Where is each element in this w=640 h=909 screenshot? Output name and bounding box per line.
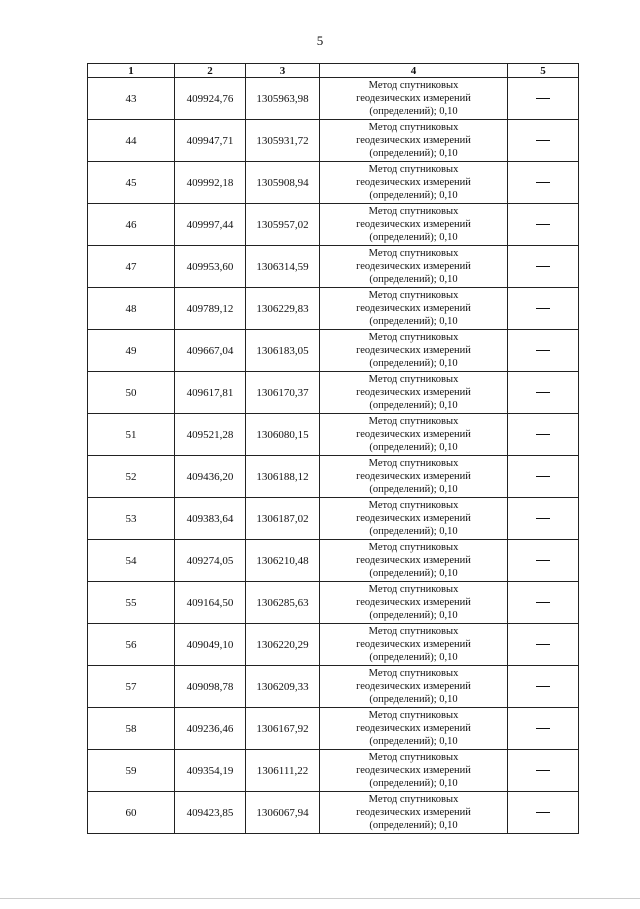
method-text-line: (определений); 0,10 xyxy=(369,358,458,369)
header-col-5: 5 xyxy=(508,64,579,78)
header-col-4: 4 xyxy=(320,64,508,78)
method-text-line: (определений); 0,10 xyxy=(369,274,458,285)
method-text-line: геодезических измерений xyxy=(356,219,471,230)
method-cell xyxy=(320,78,508,120)
method-text-line: геодезических измерений xyxy=(356,681,471,692)
method-text-line: геодезических измерений xyxy=(356,639,471,650)
method-text-line: геодезических измерений xyxy=(356,429,471,440)
table-row xyxy=(88,414,579,456)
point-number-cell: 54 xyxy=(88,540,175,582)
column-5-cell xyxy=(508,246,579,288)
x-coordinate-cell: 409354,19 xyxy=(175,750,246,792)
method-text-line: (определений); 0,10 xyxy=(369,232,458,243)
method-text-line: (определений); 0,10 xyxy=(369,148,458,159)
table-row xyxy=(88,204,579,246)
method-cell xyxy=(320,414,508,456)
y-coordinate-cell: 1306111,22 xyxy=(246,750,320,792)
dash-mark xyxy=(536,812,550,813)
column-5-cell xyxy=(508,708,579,750)
method-cell xyxy=(320,750,508,792)
table-row xyxy=(88,582,579,624)
point-number-cell: 60 xyxy=(88,792,175,834)
method-cell xyxy=(320,330,508,372)
dash-mark xyxy=(536,392,550,393)
y-coordinate-cell: 1306170,37 xyxy=(246,372,320,414)
point-number-cell: 45 xyxy=(88,162,175,204)
column-5-cell xyxy=(508,204,579,246)
method-text-line: геодезических измерений xyxy=(356,471,471,482)
method-text-line: Метод спутниковых xyxy=(368,752,459,763)
x-coordinate-cell: 409521,28 xyxy=(175,414,246,456)
column-5-cell xyxy=(508,456,579,498)
method-cell xyxy=(320,498,508,540)
y-coordinate-cell: 1306285,63 xyxy=(246,582,320,624)
method-text-line: Метод спутниковых xyxy=(368,458,459,469)
method-cell xyxy=(320,624,508,666)
column-5-cell xyxy=(508,540,579,582)
page-number: 5 xyxy=(316,33,324,48)
method-text-line: геодезических измерений xyxy=(356,597,471,608)
dash-mark xyxy=(536,602,550,603)
point-number-cell: 48 xyxy=(88,288,175,330)
method-text-line: Метод спутниковых xyxy=(368,80,459,91)
y-coordinate-cell: 1305957,02 xyxy=(246,204,320,246)
y-coordinate-cell: 1306188,12 xyxy=(246,456,320,498)
header-col-2: 2 xyxy=(175,64,246,78)
dash-mark xyxy=(536,476,550,477)
method-cell xyxy=(320,666,508,708)
y-coordinate-cell: 1305963,98 xyxy=(246,78,320,120)
y-coordinate-cell: 1305931,72 xyxy=(246,120,320,162)
method-text-line: (определений); 0,10 xyxy=(369,484,458,495)
y-coordinate-cell: 1306187,02 xyxy=(246,498,320,540)
point-number-cell: 43 xyxy=(88,78,175,120)
method-text-line: (определений); 0,10 xyxy=(369,316,458,327)
dash-mark xyxy=(536,350,550,351)
point-number-cell: 57 xyxy=(88,666,175,708)
column-5-cell xyxy=(508,162,579,204)
table-row xyxy=(88,162,579,204)
point-number-cell: 47 xyxy=(88,246,175,288)
y-coordinate-cell: 1306080,15 xyxy=(246,414,320,456)
method-text-line: геодезических измерений xyxy=(356,135,471,146)
coordinates-table xyxy=(87,63,579,834)
method-text-line: геодезических измерений xyxy=(356,723,471,734)
dash-mark xyxy=(536,182,550,183)
column-5-cell xyxy=(508,792,579,834)
dash-mark xyxy=(536,98,550,99)
method-text-line: (определений); 0,10 xyxy=(369,652,458,663)
method-text-line: геодезических измерений xyxy=(356,261,471,272)
method-text-line: Метод спутниковых xyxy=(368,416,459,427)
point-number-cell: 50 xyxy=(88,372,175,414)
table-row xyxy=(88,372,579,414)
x-coordinate-cell: 409953,60 xyxy=(175,246,246,288)
x-coordinate-cell: 409274,05 xyxy=(175,540,246,582)
method-text-line: Метод спутниковых xyxy=(368,206,459,217)
method-text-line: (определений); 0,10 xyxy=(369,400,458,411)
table-row xyxy=(88,498,579,540)
dash-mark xyxy=(536,224,550,225)
table-row xyxy=(88,750,579,792)
y-coordinate-cell: 1306210,48 xyxy=(246,540,320,582)
table-row xyxy=(88,792,579,834)
method-cell xyxy=(320,204,508,246)
table-row xyxy=(88,624,579,666)
table-row xyxy=(88,540,579,582)
method-text-line: геодезических измерений xyxy=(356,513,471,524)
x-coordinate-cell: 409789,12 xyxy=(175,288,246,330)
table-row xyxy=(88,246,579,288)
method-text-line: (определений); 0,10 xyxy=(369,694,458,705)
dash-mark xyxy=(536,686,550,687)
column-5-cell xyxy=(508,120,579,162)
x-coordinate-cell: 409164,50 xyxy=(175,582,246,624)
method-text-line: (определений); 0,10 xyxy=(369,442,458,453)
column-5-cell xyxy=(508,288,579,330)
y-coordinate-cell: 1306183,05 xyxy=(246,330,320,372)
x-coordinate-cell: 409236,46 xyxy=(175,708,246,750)
column-5-cell xyxy=(508,414,579,456)
y-coordinate-cell: 1306167,92 xyxy=(246,708,320,750)
dash-mark xyxy=(536,518,550,519)
x-coordinate-cell: 409436,20 xyxy=(175,456,246,498)
column-5-cell xyxy=(508,372,579,414)
column-5-cell xyxy=(508,330,579,372)
method-text-line: (определений); 0,10 xyxy=(369,526,458,537)
table-header-row xyxy=(88,64,579,78)
y-coordinate-cell: 1306220,29 xyxy=(246,624,320,666)
method-text-line: геодезических измерений xyxy=(356,555,471,566)
method-text-line: геодезических измерений xyxy=(356,765,471,776)
method-text-line: Метод спутниковых xyxy=(368,374,459,385)
x-coordinate-cell: 409667,04 xyxy=(175,330,246,372)
column-5-cell xyxy=(508,498,579,540)
column-5-cell xyxy=(508,750,579,792)
method-text-line: Метод спутниковых xyxy=(368,794,459,805)
column-5-cell xyxy=(508,666,579,708)
method-text-line: Метод спутниковых xyxy=(368,668,459,679)
point-number-cell: 46 xyxy=(88,204,175,246)
method-text-line: Метод спутниковых xyxy=(368,332,459,343)
method-cell xyxy=(320,372,508,414)
dash-mark xyxy=(536,434,550,435)
method-cell xyxy=(320,456,508,498)
table-row xyxy=(88,708,579,750)
point-number-cell: 49 xyxy=(88,330,175,372)
method-text-line: (определений); 0,10 xyxy=(369,820,458,831)
method-text-line: Метод спутниковых xyxy=(368,542,459,553)
method-text-line: геодезических измерений xyxy=(356,93,471,104)
y-coordinate-cell: 1305908,94 xyxy=(246,162,320,204)
method-cell xyxy=(320,120,508,162)
method-text-line: (определений); 0,10 xyxy=(369,778,458,789)
x-coordinate-cell: 409098,78 xyxy=(175,666,246,708)
method-text-line: Метод спутниковых xyxy=(368,122,459,133)
x-coordinate-cell: 409992,18 xyxy=(175,162,246,204)
y-coordinate-cell: 1306209,33 xyxy=(246,666,320,708)
method-text-line: геодезических измерений xyxy=(356,345,471,356)
column-5-cell xyxy=(508,624,579,666)
method-cell xyxy=(320,708,508,750)
table-row xyxy=(88,330,579,372)
x-coordinate-cell: 409924,76 xyxy=(175,78,246,120)
method-text-line: Метод спутниковых xyxy=(368,584,459,595)
point-number-cell: 56 xyxy=(88,624,175,666)
point-number-cell: 51 xyxy=(88,414,175,456)
page-bottom-divider xyxy=(0,898,640,899)
x-coordinate-cell: 409049,10 xyxy=(175,624,246,666)
table-row xyxy=(88,120,579,162)
table-row xyxy=(88,456,579,498)
method-text-line: геодезических измерений xyxy=(356,387,471,398)
column-5-cell xyxy=(508,78,579,120)
method-text-line: геодезических измерений xyxy=(356,807,471,818)
point-number-cell: 58 xyxy=(88,708,175,750)
method-text-line: Метод спутниковых xyxy=(368,500,459,511)
method-text-line: (определений); 0,10 xyxy=(369,190,458,201)
method-cell xyxy=(320,162,508,204)
method-cell xyxy=(320,582,508,624)
y-coordinate-cell: 1306229,83 xyxy=(246,288,320,330)
method-text-line: (определений); 0,10 xyxy=(369,736,458,747)
method-text-line: Метод спутниковых xyxy=(368,626,459,637)
y-coordinate-cell: 1306314,59 xyxy=(246,246,320,288)
method-cell xyxy=(320,246,508,288)
method-text-line: Метод спутниковых xyxy=(368,164,459,175)
point-number-cell: 52 xyxy=(88,456,175,498)
method-cell xyxy=(320,792,508,834)
point-number-cell: 55 xyxy=(88,582,175,624)
header-col-3: 3 xyxy=(246,64,320,78)
dash-mark xyxy=(536,560,550,561)
table-row xyxy=(88,78,579,120)
dash-mark xyxy=(536,644,550,645)
method-text-line: Метод спутниковых xyxy=(368,290,459,301)
x-coordinate-cell: 409947,71 xyxy=(175,120,246,162)
method-cell xyxy=(320,288,508,330)
table-body xyxy=(88,78,579,834)
dash-mark xyxy=(536,308,550,309)
table-row xyxy=(88,666,579,708)
x-coordinate-cell: 409997,44 xyxy=(175,204,246,246)
point-number-cell: 44 xyxy=(88,120,175,162)
method-text-line: (определений); 0,10 xyxy=(369,106,458,117)
method-cell xyxy=(320,540,508,582)
point-number-cell: 59 xyxy=(88,750,175,792)
method-text-line: Метод спутниковых xyxy=(368,248,459,259)
dash-mark xyxy=(536,140,550,141)
header-col-1: 1 xyxy=(88,64,175,78)
x-coordinate-cell: 409617,81 xyxy=(175,372,246,414)
table-row xyxy=(88,288,579,330)
dash-mark xyxy=(536,770,550,771)
method-text-line: геодезических измерений xyxy=(356,303,471,314)
column-5-cell xyxy=(508,582,579,624)
method-text-line: геодезических измерений xyxy=(356,177,471,188)
method-text-line: (определений); 0,10 xyxy=(369,610,458,621)
dash-mark xyxy=(536,266,550,267)
method-text-line: (определений); 0,10 xyxy=(369,568,458,579)
point-number-cell: 53 xyxy=(88,498,175,540)
x-coordinate-cell: 409383,64 xyxy=(175,498,246,540)
dash-mark xyxy=(536,728,550,729)
y-coordinate-cell: 1306067,94 xyxy=(246,792,320,834)
x-coordinate-cell: 409423,85 xyxy=(175,792,246,834)
method-text-line: Метод спутниковых xyxy=(368,710,459,721)
